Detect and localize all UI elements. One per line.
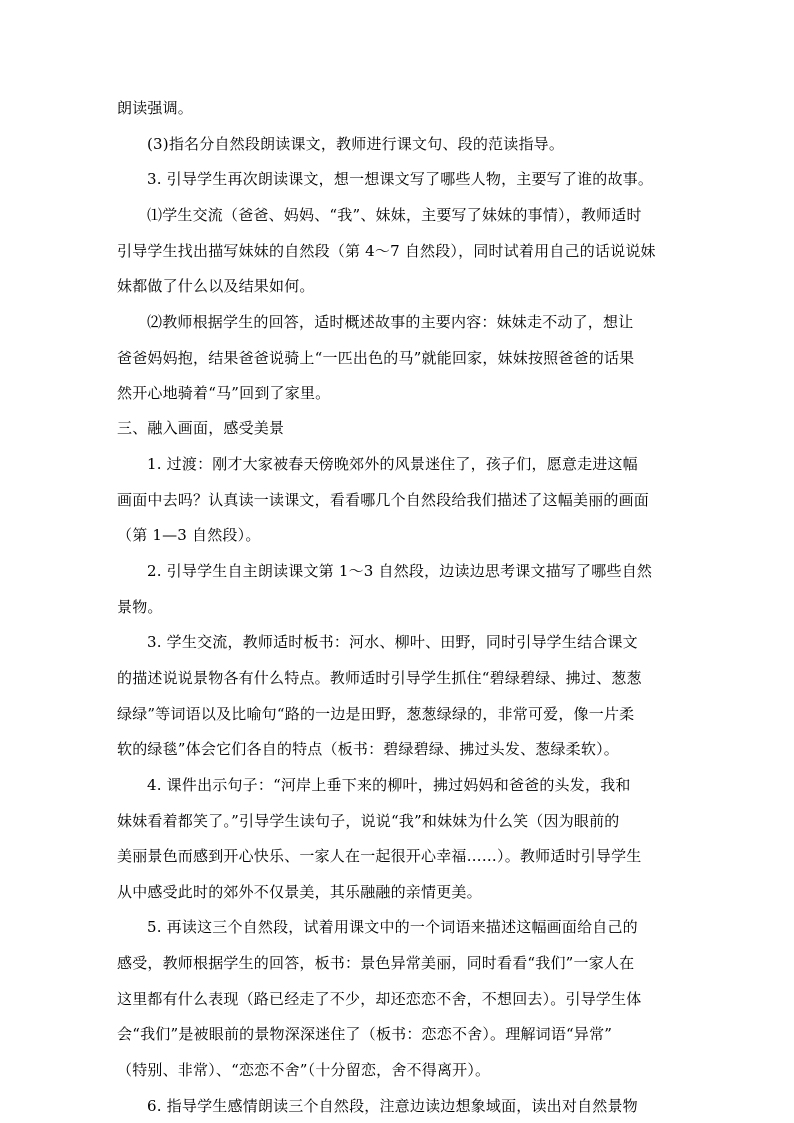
text-line: 软的绿毯”体会它们各自的特点（板书：碧绿碧绿、拂过头发、葱绿柔软）。: [117, 740, 619, 758]
text-line: 6. 指导学生感情朗读三个自然段，注意边读边想象域面，读出对自然景物: [147, 1097, 638, 1115]
text-line: 3. 学生交流，教师适时板书：河水、柳叶、田野，同时引导学生结合课文: [147, 633, 638, 651]
text-line: 爸爸妈妈抱，结果爸爸说骑上“一匹出色的马”就能回家，妹妹按照爸爸的话果: [117, 349, 635, 367]
text-line: 景物。: [117, 598, 163, 616]
text-line: 这里都有什么表现（路已经走了不少，却还恋恋不舍，不想回去）。引导学生体: [117, 990, 642, 1008]
text-line: 朗读强调。: [117, 99, 194, 117]
text-line: （第 1—3 自然段）。: [117, 526, 261, 544]
text-line: (3)指名分自然段朗读课文，教师进行课文句、段的范读指导。: [147, 135, 565, 153]
text-line: 3. 引导学生再次朗读课文，想一想课文写了哪些人物，主要写了谁的故事。: [147, 170, 654, 188]
text-line: 4. 课件出示句子：“河岸上垂下来的柳叶，拂过妈妈和爸爸的头发，我和: [147, 776, 631, 794]
text-line: 妹都做了什么以及结果如何。: [117, 277, 315, 295]
text-line: ⑴学生交流（爸爸、妈妈、“我”、妹妹，主要写了妹妹的事情），教师适时: [147, 206, 642, 224]
text-line: 1. 过渡：刚才大家被春天傍晚郊外的风景迷住了，孩子们，愿意走进这幅: [147, 455, 638, 473]
text-line: ⑵教师根据学生的回答，适时概述故事的主要内容：妹妹走不动了，想让: [147, 313, 634, 331]
text-line: 妹妹看着都笑了。”引导学生读句子，说说“我”和妹妹为什么笑（因为眼前的: [117, 812, 620, 830]
text-line: 绿绿”等词语以及比喻句“路的一边是田野，葱葱绿绿的，非常可爱，像一片柔: [117, 705, 635, 723]
text-line: 从中感受此时的郊外不仅景美，其乐融融的亲情更美。: [117, 883, 482, 901]
text-line: 会“我们”是被眼前的景物深深迷住了（板书：恋恋不舍）。理解词语“异常”: [117, 1025, 613, 1043]
text-line: （特别、非常）、“恋恋不舍”（十分留恋，舍不得离开）。: [117, 1061, 491, 1079]
text-line: 画面中去吗？认真读一读课文，看看哪几个自然段给我们描述了这幅美丽的画面: [117, 491, 650, 509]
text-line: 引导学生找出描写妹妹的自然段（第 4～7 自然段），同时试着用自己的话说说妹: [117, 242, 656, 260]
text-line: 2. 引导学生自主朗读课文第 1～3 自然段，边读边思考课文描写了哪些自然: [147, 562, 653, 580]
text-line: 的描述说说景物各有什么特点。教师适时引导学生抓住“碧绿碧绿、拂过、葱葱: [117, 669, 642, 687]
text-line: 美丽景色而感到开心快乐、一家人在一起很开心幸福……）。教师适时引导学生: [117, 847, 642, 865]
text-line: 感受，教师根据学生的回答，板书：景色异常美丽，同时看看“我们”一家人在: [117, 954, 635, 972]
text-line: 然开心地骑着“马”回到了家里。: [117, 384, 331, 402]
text-line: 5. 再读这三个自然段，试着用课文中的一个词语来描述这幅画面给自己的: [147, 918, 638, 936]
section-heading: 三、融入画面，感受美景: [117, 419, 285, 437]
